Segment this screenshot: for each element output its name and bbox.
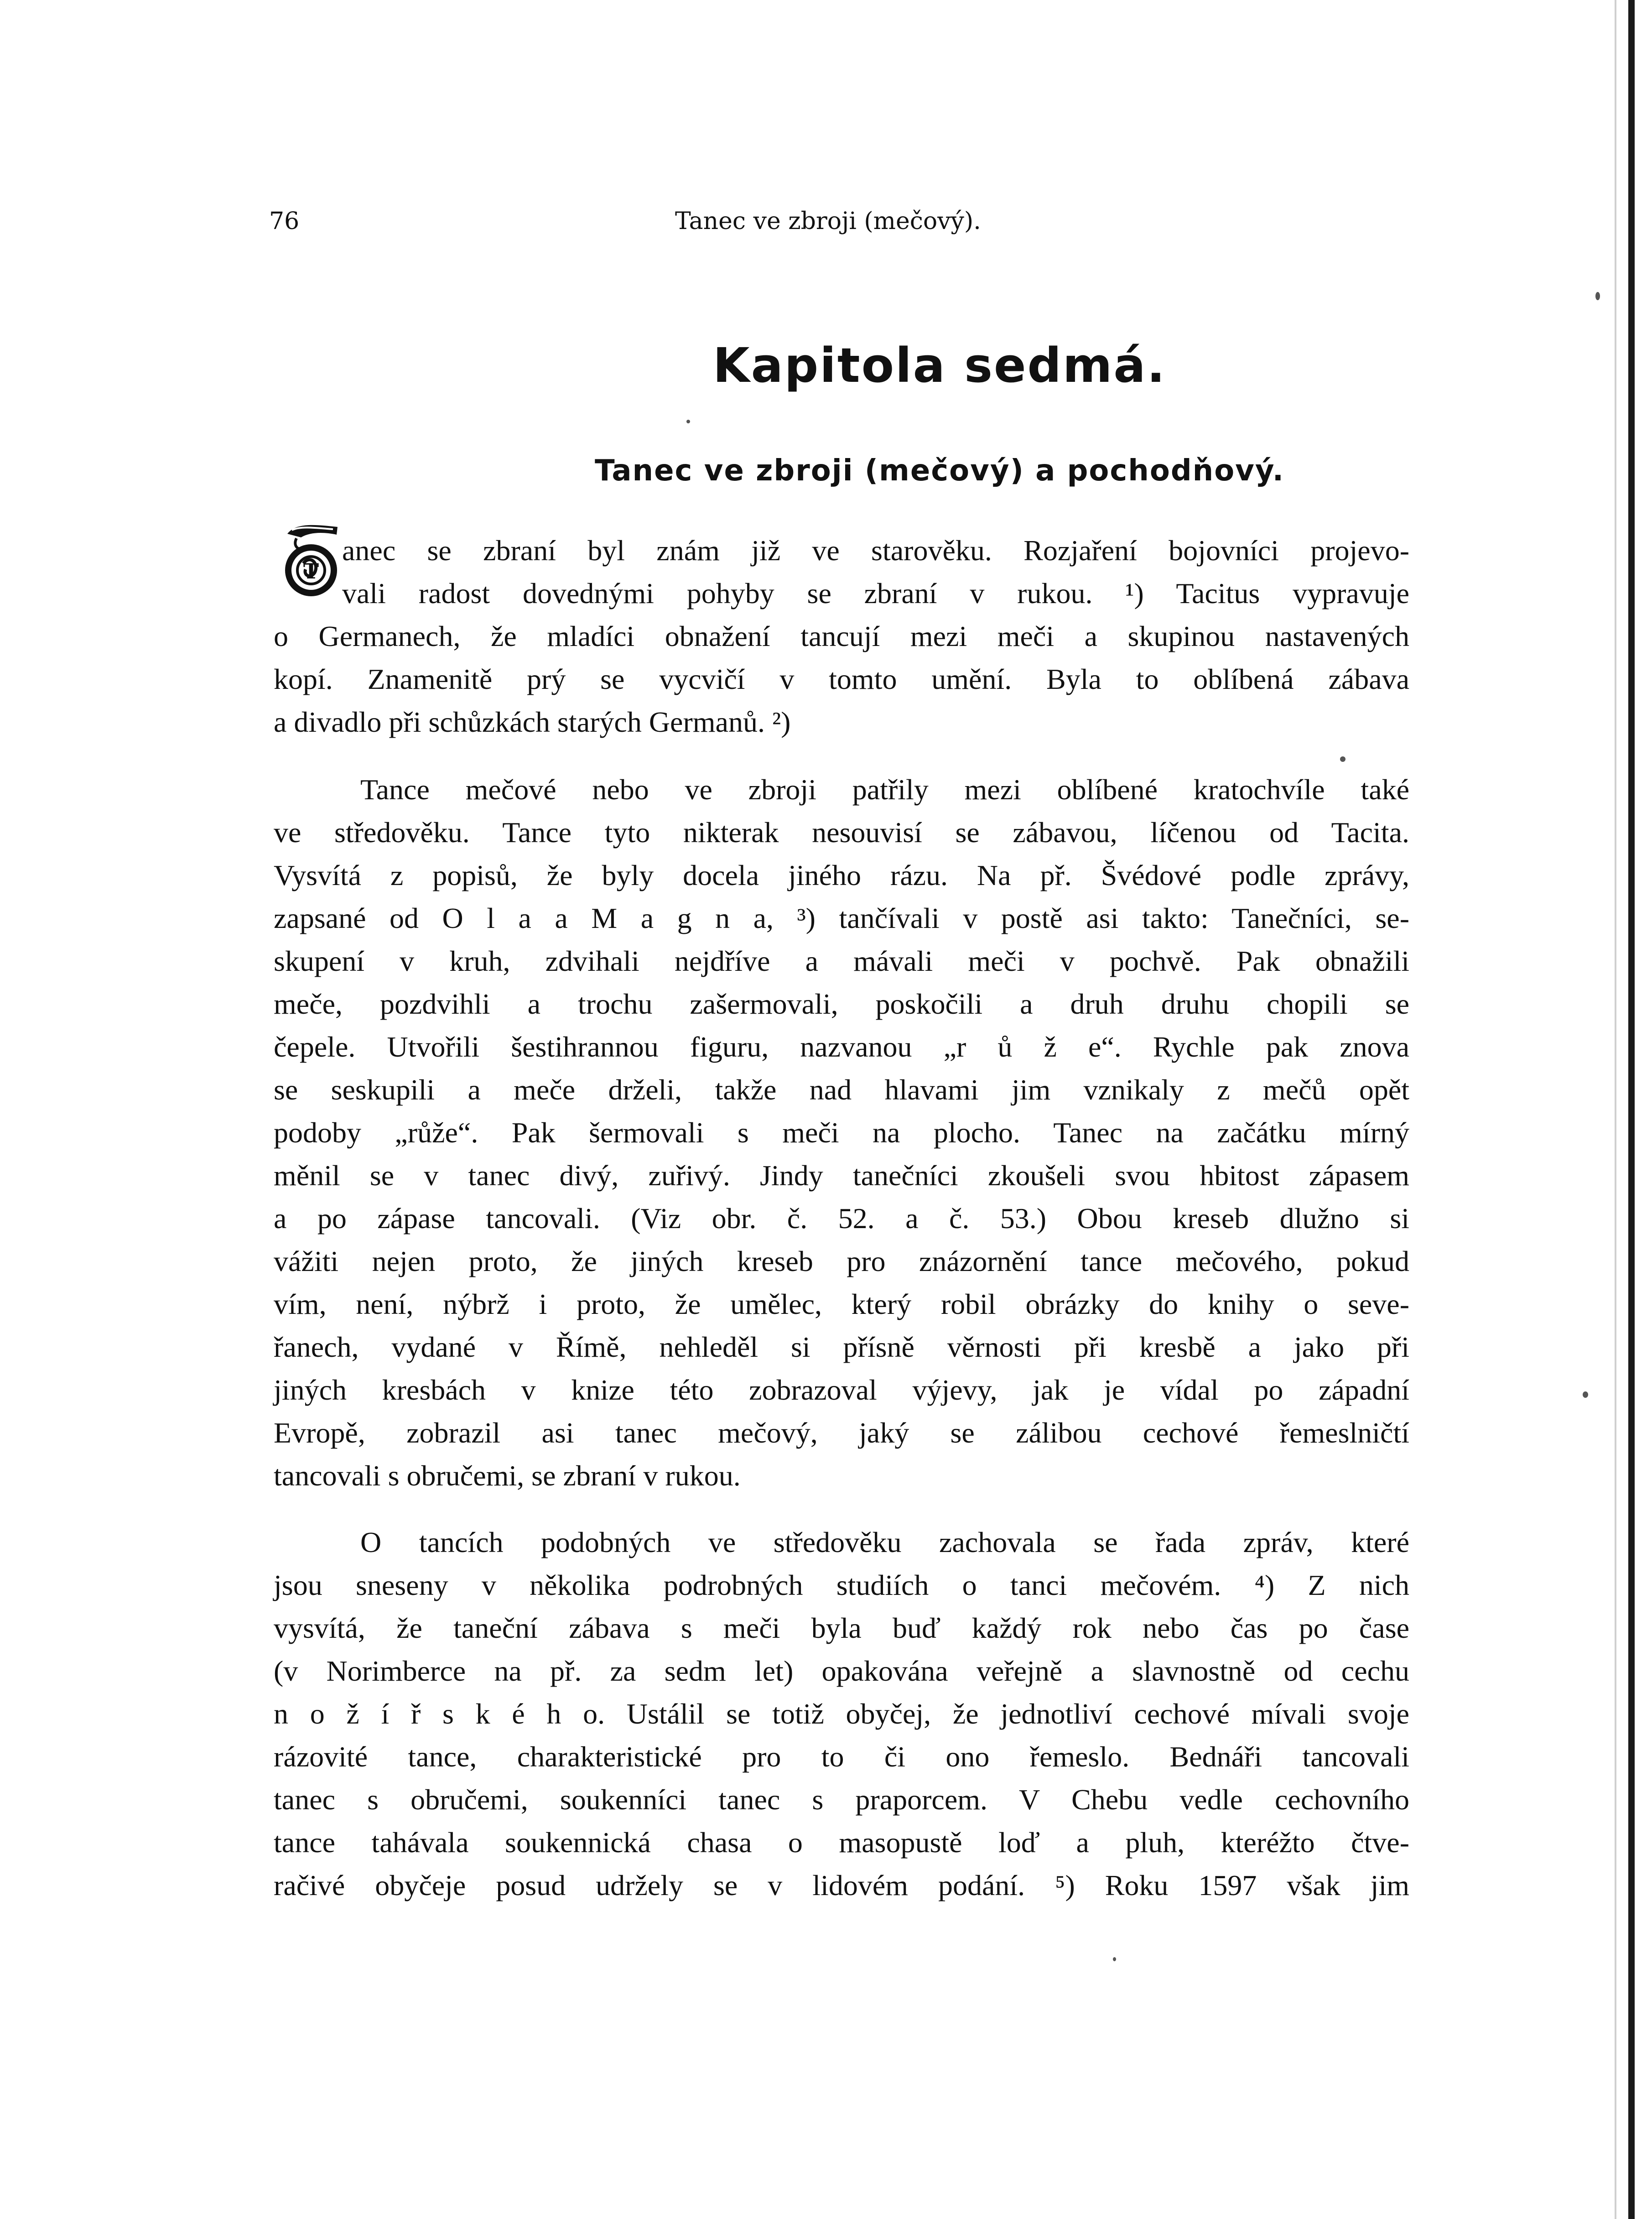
paragraph-line: zapsané od O l a a M a g n a, ³) tančívali v postě asi takto: Tanečníci, se- <box>274 902 1409 934</box>
paragraph-line: (v Norimberce na př. za sedm let) opakována veřejně a slavnostně od cechu <box>274 1655 1409 1687</box>
drop-cap-letter: T <box>303 559 319 583</box>
paragraph-line: vím, není, nýbrž i proto, že umělec, který robil obrázky do knihy o seve- <box>274 1288 1409 1320</box>
paragraph-line: tancovali s obručemi, se zbraní v rukou. <box>274 1459 741 1492</box>
paragraph-line: o Germanech, že mladíci obnažení tancují mezi meči a skupinou nastavených <box>274 620 1409 652</box>
chapter-subtitle: Tanec ve zbroji (mečový) a pochodňový. <box>594 454 1285 488</box>
paragraph-line: a divadlo při schůzkách starých Germanů. ²) <box>274 706 791 738</box>
paragraph-line: vysvítá, že taneční zábava s meči byla buď každý rok nebo čas po čase <box>274 1612 1409 1644</box>
paragraph-line: rázovité tance, charakteristické pro to či ono řemeslo. Bednáři tancovali <box>274 1740 1409 1773</box>
paragraph-3 <box>274 1521 1409 1907</box>
paragraph-line: čepele. Utvořili šestihrannou figuru, nazvanou „r ů ž e“. Rychle pak znova <box>274 1031 1409 1063</box>
paragraph-line: n o ž í ř s k é h o. Ustálil se totiž obyčej, že jednotliví cechové mívali svoje <box>274 1698 1409 1730</box>
scan-speck <box>1595 292 1600 300</box>
paragraph-line: vali radost dovednými pohyby se zbraní v rukou. ¹) Tacitus vypravuje <box>342 577 1409 609</box>
paragraph-line: račivé obyčeje posud udržely se v lidovém podání. ⁵) Roku 1597 však jim <box>274 1869 1409 1901</box>
running-title: Tanec ve zbroji (mečový). <box>675 208 981 235</box>
paragraph-line: anec se zbraní byl znám již ve starověku. Rozjaření bojovníci projevo- <box>342 534 1409 567</box>
page-edge-shadow <box>1615 0 1616 2219</box>
scan-speck <box>1113 1957 1116 1961</box>
paragraph-line: Vysvítá z popisů, že byly docela jiného rázu. Na př. Švédové podle zprávy, <box>274 859 1409 891</box>
scan-speck <box>1340 756 1345 762</box>
paragraph-line: jiných kresbách v knize této zobrazoval výjevy, jak je vídal po západní <box>274 1374 1409 1406</box>
page-number: 76 <box>269 208 300 235</box>
paragraph-line: se seskupili a meče drželi, takže nad hlavami jim vznikaly z mečů opět <box>274 1073 1409 1106</box>
paragraph-line: kopí. Znamenitě prý se vycvičí v tomto umění. Byla to oblíbená zábava <box>274 663 1409 695</box>
paragraph-line: podoby „růže“. Pak šermovali s meči na plocho. Tanec na začátku mírný <box>274 1116 1409 1149</box>
paragraph-line: ve středověku. Tance tyto nikterak nesouvisí se zábavou, líčenou od Tacita. <box>274 816 1409 849</box>
paragraph-line: skupení v kruh, zdvihali nejdříve a mávali meči v pochvě. Pak obnažili <box>274 945 1409 977</box>
paragraph-line: meče, pozdvihli a trochu zašermovali, poskočili a druh druhu chopili se <box>274 988 1409 1020</box>
page-edge-border <box>1628 0 1635 2219</box>
paragraph-line: a po zápase tancovali. (Viz obr. č. 52. a č. 53.) Obou kreseb dlužno si <box>274 1202 1409 1235</box>
scan-speck <box>686 420 690 423</box>
paragraph-line: měnil se v tanec divý, zuřivý. Jindy tanečníci zkoušeli svou hbitost zápasem <box>274 1159 1409 1192</box>
scan-speck <box>1583 1391 1588 1398</box>
chapter-title: Kapitola sedmá. <box>713 338 1166 393</box>
paragraph-2 <box>274 768 1409 1497</box>
paragraph-line: vážiti nejen proto, že jiných kreseb pro znázornění tance mečového, pokud <box>274 1245 1409 1277</box>
paragraph-line: jsou sneseny v několika podrobných studiích o tanci mečovém. ⁴) Z nich <box>274 1569 1409 1601</box>
paragraph-line: řanech, vydané v Římě, nehleděl si přísně věrnosti při kresbě a jako při <box>274 1331 1409 1363</box>
paragraph-line: Evropě, zobrazil asi tanec mečový, jaký se zálibou cechové řemeslničtí <box>274 1417 1409 1449</box>
paragraph-line: Tance mečové nebo ve zbroji patřily mezi oblíbené kratochvíle také <box>360 773 1409 806</box>
paragraph-line: tanec s obručemi, soukenníci tanec s praporcem. V Chebu vedle cechovního <box>274 1783 1409 1816</box>
running-header <box>269 208 1537 244</box>
paragraph-line: O tancích podobných ve středověku zachovala se řada zpráv, které <box>360 1526 1409 1558</box>
paragraph-1 <box>274 529 1409 744</box>
paragraph-line: tance tahávala soukennická chasa o masopustě loď a pluh, kteréžto čtve- <box>274 1826 1409 1859</box>
